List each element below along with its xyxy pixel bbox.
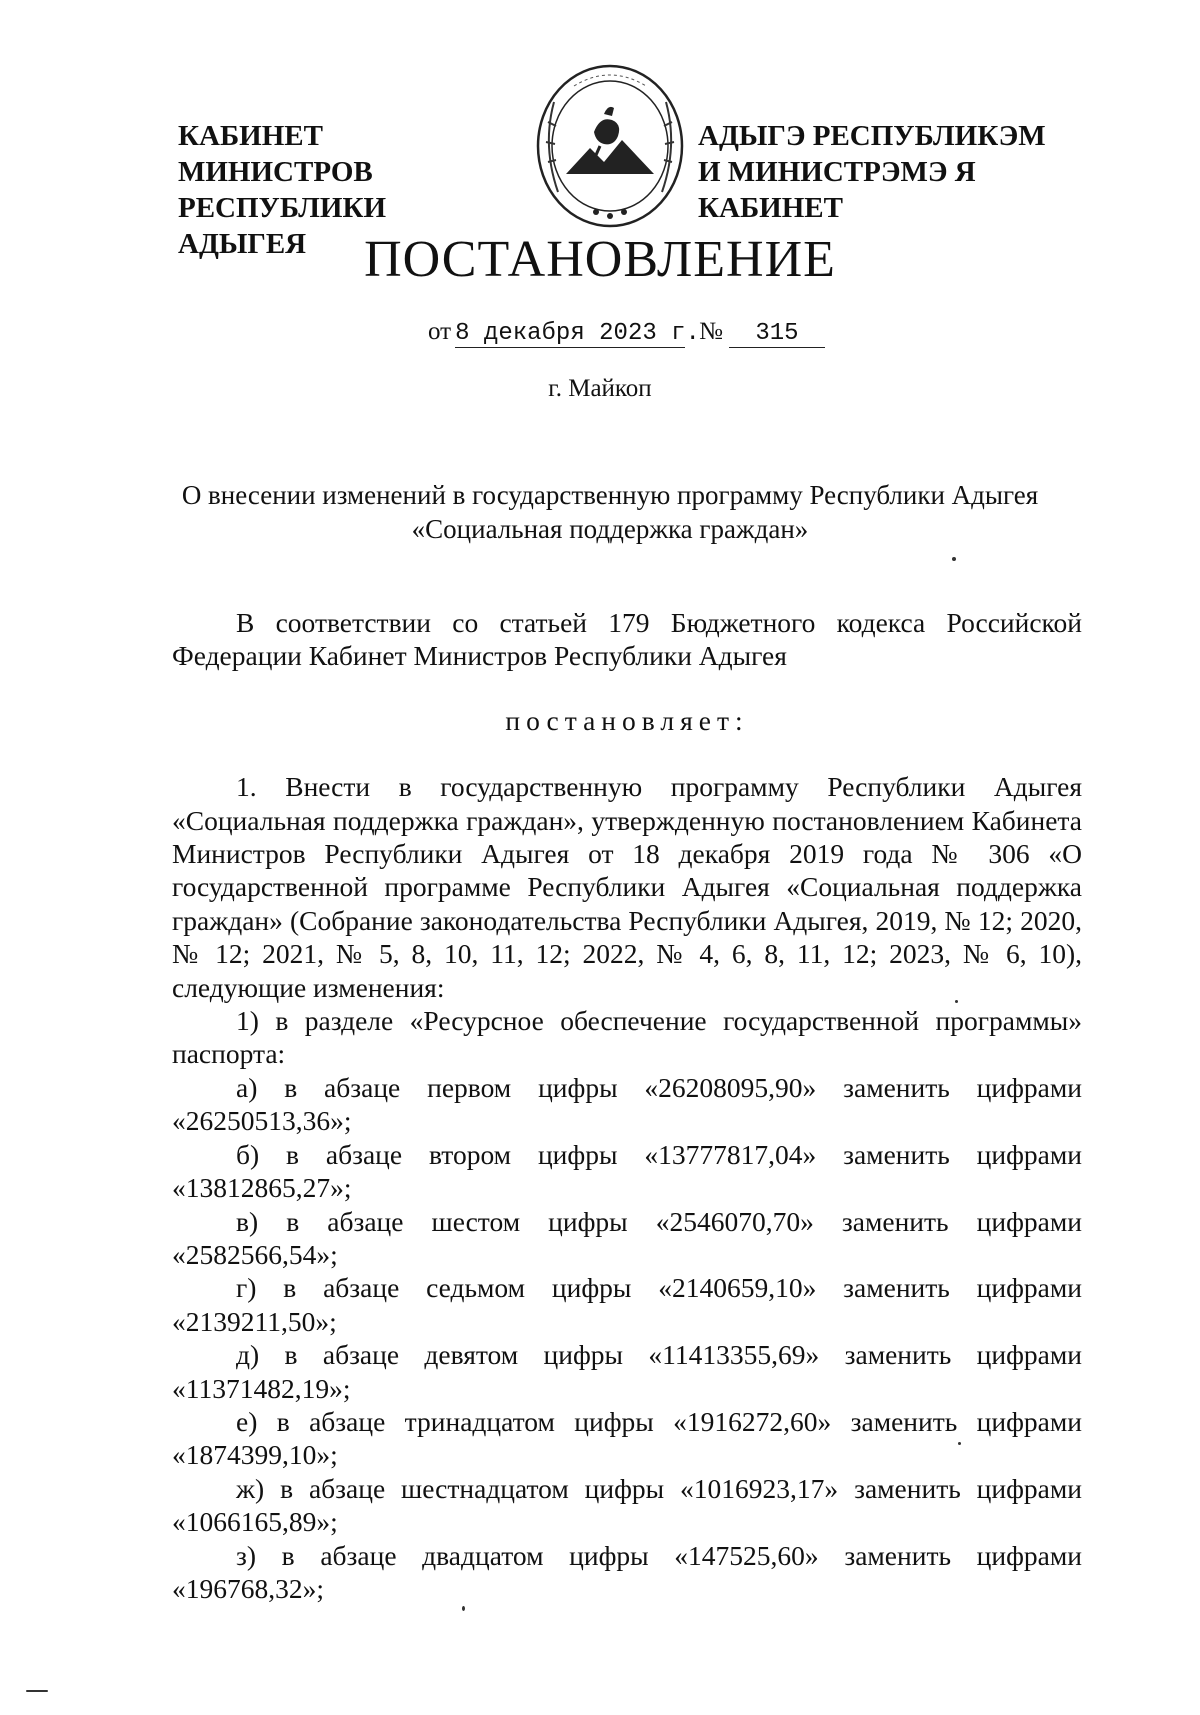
number-label: №: [699, 318, 723, 345]
date-number-line: [428, 318, 825, 348]
document-number: 315: [729, 320, 825, 348]
coat-of-arms-emblem: [534, 62, 686, 230]
subject-line: О внесении изменений в государственную программу Республики Адыгея: [181, 480, 1039, 510]
issuer-line: АДЫГЭ РЕСПУБЛИКЭМ: [698, 120, 1046, 152]
list-item: д) в абзаце девятом цифры «11413355,69» заменить цифрами «11371482,19»;: [172, 1339, 1082, 1404]
document-title: ПОСТАНОВЛЕНИЕ: [364, 231, 836, 288]
clause-1: 1. Внести в государственную программу Республики Адыгея «Социальная поддержка граждан», утвержденную постановлением Кабинета Министров Республики Адыгея от 18 декабря 2019 года № 306 «О государственной программе Республики Адыгея «Социальная поддержка граждан» (Собрание законодательства Республики Адыгея, 2019, № 12; 2020, № 12; 2021, № 5, 8, 10, 11, 12; 2022, № 4, 6, 8, 11, 12; 2023, № 6, 10), следующие изменения:: [172, 771, 1082, 1003]
list-item: в) в абзаце шестом цифры «2546070,70» заменить цифрами «2582566,54»;: [172, 1205, 1082, 1270]
subclause-1: 1) в разделе «Ресурсное обеспечение государственной программы» паспорта:: [172, 1005, 1082, 1070]
list-item: г) в абзаце седьмом цифры «2140659,10» заменить цифрами «2139211,50»;: [172, 1272, 1082, 1337]
scan-speck: [462, 1606, 465, 1611]
scan-speck: [26, 1690, 48, 1692]
document-body: [172, 606, 1082, 1605]
preamble: В соответствии со статьей 179 Бюджетного кодекса Российской Федерации Кабинет Министров Республики Адыгея: [172, 607, 1082, 672]
list-item: з) в абзаце двадцатом цифры «147525,60» заменить цифрами «196768,32»;: [172, 1539, 1082, 1604]
list-item: е) в абзаце тринадцатом цифры «1916272,60» заменить цифрами «1874399,10»;: [172, 1405, 1082, 1471]
amendment-list: [172, 1071, 1082, 1606]
document-date: 8 декабря 2023 г.: [455, 320, 700, 347]
scan-speck: [958, 1442, 961, 1445]
issuer-line: РЕСПУБЛИКИ АДЫГЕЯ: [178, 192, 387, 260]
scan-speck: [952, 557, 956, 561]
issuer-line: КАБИНЕТ МИНИСТРОВ: [178, 120, 373, 188]
list-item: ж) в абзаце шестнадцатом цифры «1016923,17» заменить цифрами «1066165,89»;: [172, 1472, 1082, 1538]
issuer-line: И МИНИСТРЭМЭ Я КАБИНЕТ: [698, 156, 976, 224]
list-item: б) в абзаце втором цифры «13777817,04» заменить цифрами «13812865,27»;: [172, 1138, 1082, 1204]
subject-line: «Социальная поддержка граждан»: [411, 514, 809, 544]
city: г. Майкоп: [548, 375, 652, 402]
list-item: а) в абзаце первом цифры «26208095,90» заменить цифрами «26250513,36»;: [172, 1071, 1082, 1137]
document-subject: [140, 478, 1080, 546]
from-label: от: [428, 318, 452, 345]
resolves-label: постановляет:: [505, 704, 749, 736]
scan-speck: [955, 1000, 958, 1003]
issuer-name-adyghe: [698, 118, 1118, 226]
